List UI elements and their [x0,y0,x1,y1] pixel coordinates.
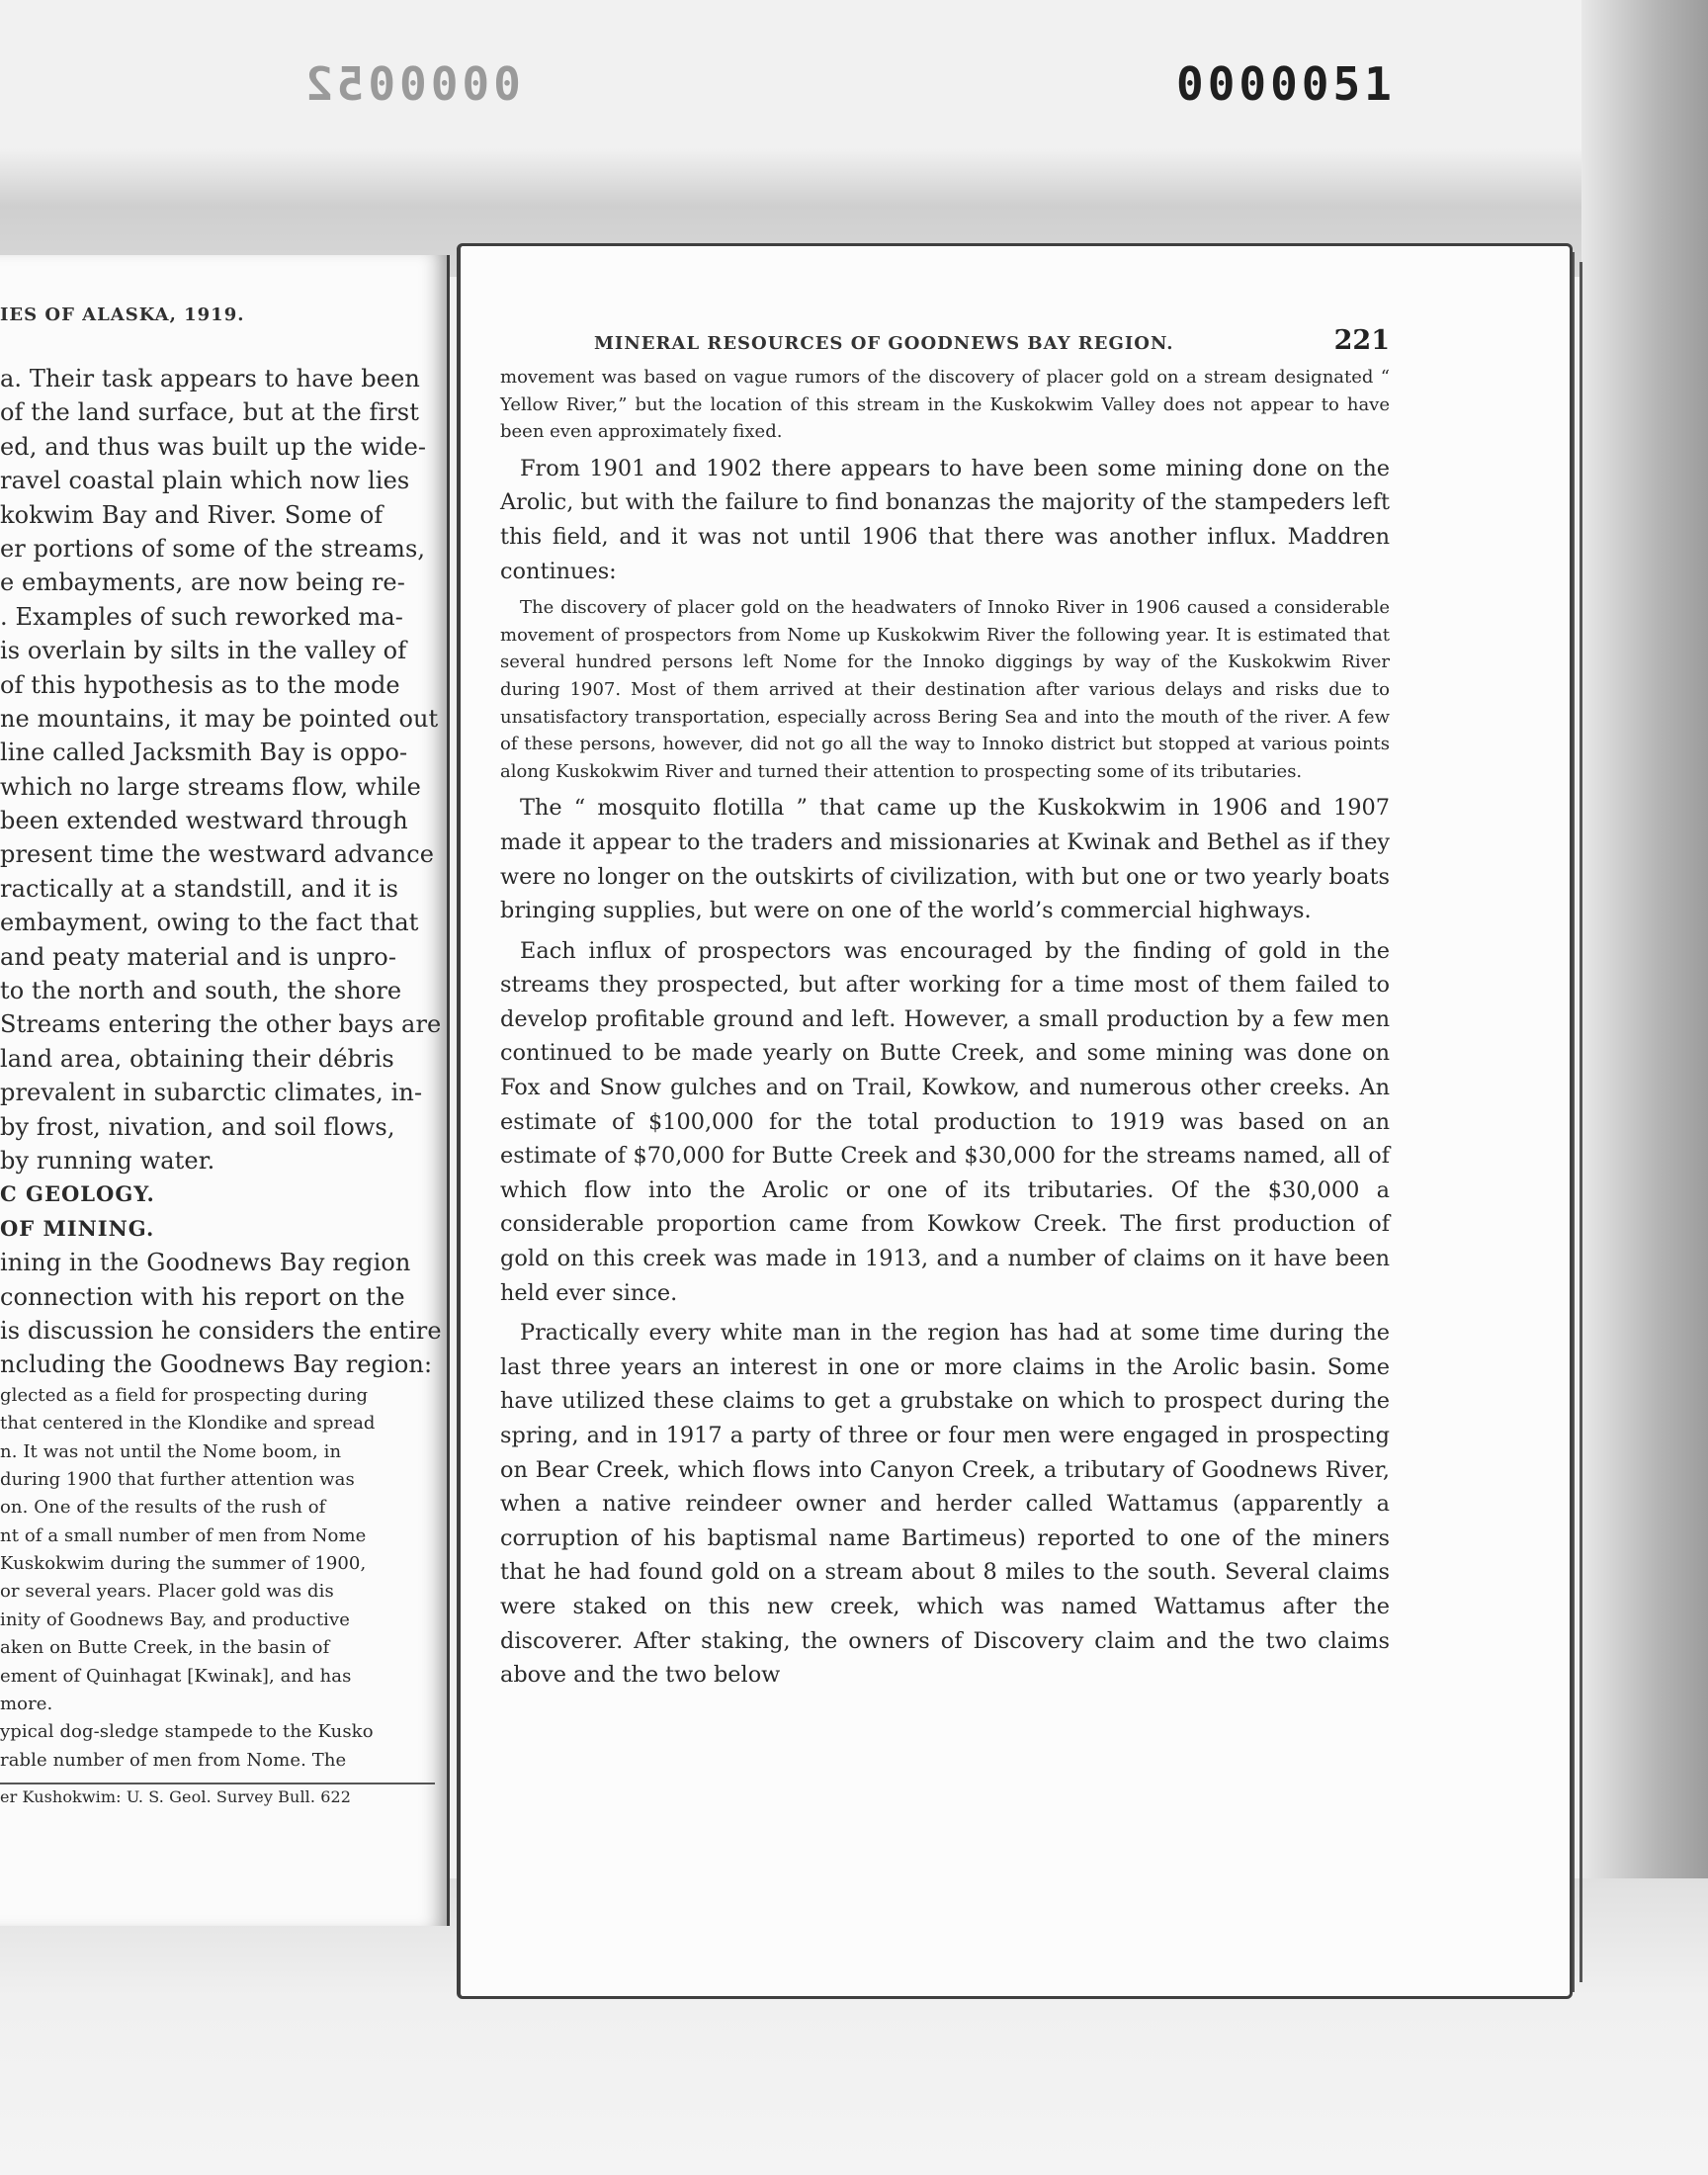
section-heading: OF MINING. [0,1215,155,1241]
text-line: of the land surface, but at the first [0,398,419,427]
text-line: Streams entering the other bays are [0,1010,442,1039]
text-line: of this hypothesis as to the mode [0,670,400,699]
text-line: . Examples of such reworked ma- [0,602,403,631]
text-line: or several years. Placer gold was dis [0,1581,334,1603]
page-edge [1580,262,1582,1982]
right-page [457,243,1573,1999]
text-line: that centered in the Klondike and spread [0,1413,376,1435]
paragraph: Practically every white man in the region has had at some time during the last three years an interest in one or more claims in the Arolic basin. Some have utilized these claims to get a grubstake on which to prospect during the spring, and in 1917 a party of three or four men were engaged in prospecting on Bear Creek, which flows into Canyon Creek, a tributary of Goodnews River, when a native reindeer owner and herder called Wattamus (apparently a corruption of his baptismal name Bartimeus) reported to one of the miners that he had found gold on a stream about 8 miles to the south. Several claims were staked on this new creek, which was named Wattamus after the discoverer. After staking, the owners of Discovery claim and the two claims above and the two below [500,1320,1390,1689]
page-number: 221 [1333,325,1390,356]
text-line: inity of Goodnews Bay, and productive [0,1609,351,1630]
text-line: by running water. [0,1146,215,1174]
text-line: land area, obtaining their débris [0,1044,394,1073]
text-line: ncluding the Goodnews Bay region: [0,1350,433,1379]
quoted-paragraph: movement was based on vague rumors of the discovery of placer gold on a stream designated “ Yellow River,” but the location of this stream in the Kuskokwim Valley does not appear to have been even approximately fixed. [500,367,1390,443]
paragraph: The “ mosquito flotilla ” that came up the Kuskokwim in 1906 and 1907 made it appear to the traders and missionaries at Kwinak and Bethel as if they were no longer on the outskirts of civilization, with but one or two yearly boats bringing supplies, but were on one of the world’s commercial highways. [500,795,1390,924]
text-line: present time the westward advance [0,840,435,869]
text-line: rable number of men from Nome. The [0,1749,347,1771]
text-line: embayment, owing to the fact that [0,909,419,937]
page-body [500,364,1390,1693]
text-line: by frost, nivation, and soil flows, [0,1112,395,1141]
running-head [500,325,1390,356]
text-line: ining in the Goodnews Bay region [0,1249,411,1277]
text-line: which no large streams flow, while [0,772,421,801]
text-line: ractically at a standstill, and it is [0,874,399,903]
text-line: ypical dog-sledge stampede to the Kusko [0,1721,374,1743]
text-line: more. [0,1694,53,1715]
text-line: ne mountains, it may be pointed out [0,704,439,733]
text-line: to the north and south, the shore [0,977,402,1005]
text-line: ed, and thus was built up the wide- [0,432,427,461]
text-line: n. It was not until the Nome boom, in [0,1440,342,1462]
text-line: on. One of the results of the rush of [0,1497,326,1519]
text-line: is overlain by silts in the valley of [0,637,407,665]
text-line: during 1900 that further attention was [0,1468,355,1490]
text-line: aken on Butte Creek, in the basin of [0,1637,330,1659]
mirrored-page-stamp: 0000052 [301,57,521,111]
running-head-title: MINERAL RESOURCES OF GOODNEWS BAY REGION. [594,333,1174,354]
text-line: ement of Quinhagat [Kwinak], and has [0,1665,352,1687]
paragraph: Each influx of prospectors was encouraged by the finding of gold in the streams they prospected, but after working for a time most of them failed to develop profitable ground and left. However, a small production by a few men continued to be made yearly on Butte Creek, and some mining was done on Fox and Snow gulches and on Trail, Kowkow, and numerous other creeks. An estimate of $100,000 for the total production to 1919 was based on an estimate of $70,000 for Butte Creek and $30,000 for the streams named, all of which flow into the Arolic or one of its tributaries. Of the $30,000 a considerable proportion came from Kowkow Creek. The first production of gold on this creek was made in 1913, and a number of claims on it have been held ever since. [500,937,1390,1306]
text-line: been extended westward through [0,807,408,835]
section-heading: C GEOLOGY. [0,1181,155,1207]
quoted-paragraph: The discovery of placer gold on the headwaters of Innoko River in 1906 caused a considerable movement of prospectors from Nome up Kuskokwim River the following year. It is estimated that several hundred persons left Nome for the Innoko diggings by way of the Kuskokwim River during 1907. Most of them arrived at their destination after various delays and risks due to unsatisfactory transportation, especially across Bering Sea and into the mouth of the river. A few of these persons, however, did not go all the way to Innoko district but stopped at various points along Kuskokwim River and turned their attention to prospecting some of its tributaries. [500,597,1390,782]
paragraph: From 1901 and 1902 there appears to have been some mining done on the Arolic, but with the failure to find bonanzas the majority of the stampeders left this field, and it was not until 1906 that there was another influx. Maddren continues: [500,455,1390,584]
text-line: a. Their task appears to have been [0,365,420,392]
text-line: kokwim Bay and River. Some of [0,500,384,529]
text-line: ravel coastal plain which now lies [0,467,410,495]
text-line: e embayments, are now being re- [0,568,405,597]
text-line: and peaty material and is unpro- [0,942,397,971]
page-stamp: 0000051 [1176,57,1396,111]
text-line: prevalent in subarctic climates, in- [0,1079,423,1107]
text-line: nt of a small number of men from Nome [0,1524,367,1546]
text-line: is discussion he considers the entire [0,1316,442,1345]
text-line: er portions of some of the streams, [0,534,426,563]
left-page-text [0,362,450,1810]
scan-shadow-right [1581,0,1708,2175]
text-line: connection with his report on the [0,1282,405,1311]
left-running-head: IES OF ALASKA, 1919. [0,304,245,325]
text-line: line called Jacksmith Bay is oppo- [0,739,408,767]
text-line: glected as a field for prospecting during [0,1384,369,1406]
footnote: er Kushokwim: U. S. Geol. Survey Bull. 622 [0,1783,435,1810]
text-line: Kuskokwim during the summer of 1900, [0,1553,367,1575]
left-page [0,255,450,1926]
